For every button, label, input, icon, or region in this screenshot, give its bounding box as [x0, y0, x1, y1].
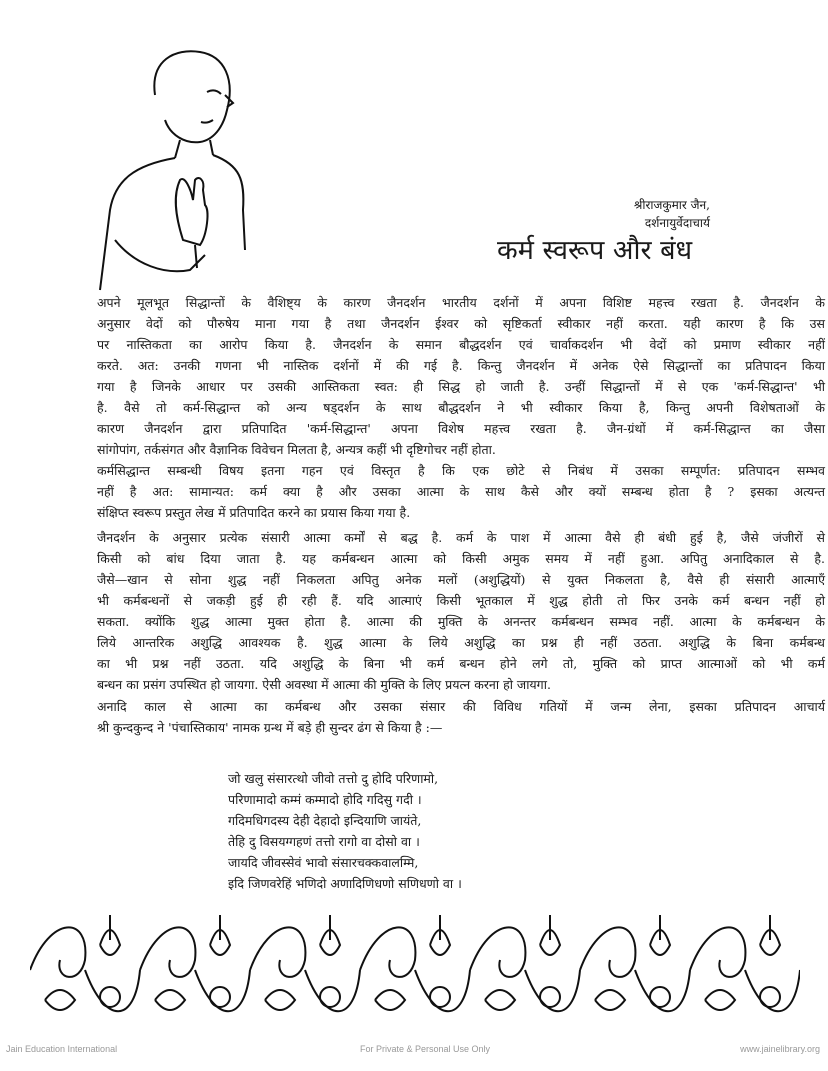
floral-motif	[705, 990, 735, 1010]
text-line: कारण जैनदर्शन द्वारा प्रतिपादित 'कर्म-सिद्धान्त' अपना विशेष महत्त्व रखता है. जैन-ग्रंथों में कर्म-सिद्धान्त का जैसा	[97, 421, 825, 436]
paragraph-1	[97, 292, 825, 460]
text-line: अनादि काल से आत्मा का कर्मबन्ध और उसका संसार की विविध गतियों में जन्म लेना, इसका प्रतिपादन आचार्य	[97, 699, 825, 714]
article-title: कर्म स्वरूप और बंध	[497, 235, 693, 266]
text-line: सकता. क्योंकि शुद्ध आत्मा मुक्त होता है. आत्मा की मुक्ति के अनन्तर कर्मबन्धन सम्भव नहीं. आत्मा के कर्मबन्धन के	[97, 614, 825, 629]
floral-border	[30, 905, 800, 1035]
floral-motif	[430, 915, 450, 955]
verse-line: तेहि दु विसयग्गहणं तत्तो रागो वा दोसो वा ।	[228, 834, 420, 849]
floral-motif	[250, 927, 305, 977]
flower-motif	[760, 987, 780, 1007]
floral-motif	[470, 927, 525, 977]
floral-motif	[305, 970, 360, 1011]
floral-motif	[760, 915, 780, 955]
floral-motif	[415, 970, 470, 1011]
footer	[0, 1044, 828, 1060]
floral-motif	[265, 990, 295, 1010]
floral-motif	[690, 927, 745, 977]
floral-motif	[210, 915, 230, 955]
floral-motif	[540, 915, 560, 955]
verse-line: जो खलु संसारत्थो जीवो तत्तो दु होदि परिणामो,	[228, 771, 439, 786]
text-line: लिये आन्तरिक अशुद्धि आवश्यक है. शुद्ध आत्मा के लिये अशुद्धि का प्रश्न ही नहीं उठता. अशुद्धि के बिना कर्मबन्ध	[97, 635, 825, 650]
flower-motif	[100, 987, 120, 1007]
text-line: बन्धन का प्रसंग उपस्थित हो जायगा. ऐसी अवस्था में आत्मा की मुक्ति के लिए प्रयत्न करना हो जायगा.	[97, 677, 551, 692]
floral-motif	[140, 927, 195, 977]
floral-motif	[375, 990, 405, 1010]
footer-right: www.jainelibrary.org	[740, 1044, 820, 1054]
text-line: करते. अत: उनकी गणना भी नास्तिक दर्शनों में की गई है. किन्तु जैनदर्शन में अनेक ऐसे सिद्धान्तों का प्रतिपादन किया	[97, 358, 825, 373]
text-line: सांगोपांग, तर्कसंगत और वैज्ञानिक विवेचन मिलता है, अन्यत्र कहीं भी दृष्टिगोचर नहीं होता.	[97, 442, 496, 457]
floral-motif	[30, 927, 85, 977]
text-line: नहीं है अत: सामान्यत: कर्म क्या है और उसका आत्मा के साथ कैसे और क्यों सम्बन्ध होता है ? इसका अत्यन्त	[97, 484, 825, 499]
paragraph-3	[97, 527, 825, 695]
footer-left: Jain Education International	[6, 1044, 118, 1054]
floral-motif	[595, 990, 625, 1010]
floral-motif	[195, 970, 250, 1011]
floral-motif	[580, 927, 635, 977]
text-line: जैनदर्शन के अनुसार प्रत्येक संसारी आत्मा कर्मों से बद्ध है. कर्म के पाश में आत्मा वैसे ही बंधी हुई है, जैसे जंजीरों से	[97, 530, 825, 545]
text-line: का भी प्रश्न नहीं उठता. यदि अशुद्धि के बिना भी कर्म बन्धन होने लगे तो, मुक्ति को प्राप्त आत्माओं को भी कर्म	[97, 656, 825, 671]
author-designation: दर्शनायुर्वेदाचार्य	[644, 216, 710, 230]
floral-motif	[155, 990, 185, 1010]
verse-line: परिणामादो कम्मं कम्मादो होदि गदिसु गदी ।	[228, 792, 422, 807]
floral-motif	[100, 915, 120, 955]
footer-center: For Private & Personal Use Only	[360, 1044, 491, 1054]
text-line: अनुसार वेदों को पौरुषेय माना गया है तथा जैनदर्शन ईश्वर को सृष्टिकर्ता स्वीकार नहीं करता. यही कारण है कि उस	[97, 316, 825, 331]
text-line: जैसे—खान से सोना शुद्ध नहीं निकलता अपितु अनेक मलों (अशुद्धियों) से युक्त निकलता है, वैसे ही संसारी आत्माएँ	[97, 572, 825, 587]
text-line: श्री कुन्दकुन्द ने 'पंचास्तिकाय' नामक ग्रन्थ में बड़े ही सुन्दर ढंग से किया है :—	[97, 720, 443, 735]
author-name: श्रीराजकुमार जैन,	[633, 198, 710, 212]
floral-motif	[525, 970, 580, 1011]
flower-motif	[430, 987, 450, 1007]
author-block	[634, 196, 710, 232]
text-line: पर नास्तिकता का आरोप किया है. जैनदर्शन के समान बौद्धदर्शन एवं चार्वाकदर्शन भी वेदों को प्रमाण स्वीकार नहीं	[97, 337, 825, 352]
verse-line: जायदि जीवस्सेवं भावो संसारचक्कवालम्मि,	[228, 855, 419, 870]
floral-motif	[745, 970, 800, 1011]
floral-motif	[650, 915, 670, 955]
text-line: गया है जिनके आधार पर उसकी आस्तिकता स्वत: ही सिद्ध हो जाती है. उन्हीं सिद्धान्तों में से एक 'कर्म-सिद्धान्त' भी	[97, 379, 825, 394]
text-line: अपने मूलभूत सिद्धान्तों के वैशिष्ट्य के कारण जैनदर्शन भारतीय दर्शनों में अपना विशिष्ट महत्त्व रखता है. जैनदर्शन के	[97, 295, 825, 310]
verse-line: गदिमधिगदस्य देही देहादो इन्दियाणि जायंते,	[228, 813, 422, 828]
monk-illustration	[95, 40, 270, 295]
verse-block	[228, 768, 462, 894]
text-line: संक्षिप्त स्वरूप प्रस्तुत लेख में प्रतिपादित करने का प्रयास किया गया है.	[97, 505, 411, 520]
floral-motif	[485, 990, 515, 1010]
text-line: भी कर्मबन्धनों से जकड़ी हुई ही रही हैं. यदि आत्माएं किसी भूतकाल में शुद्ध होती तो फिर उनके कर्म बन्धन नहीं हो	[97, 593, 825, 608]
flower-motif	[210, 987, 230, 1007]
floral-motif	[85, 970, 140, 1011]
flower-motif	[540, 987, 560, 1007]
verse-line: इदि जिणवरेहिं भणिदो अणादिणिधणो सणिधणो वा ।	[228, 876, 462, 891]
floral-motif	[45, 990, 75, 1010]
text-line: किसी को बांध दिया जाता है. यह कर्मबन्धन आत्मा को किसी अमुक समय में नहीं हुआ. अपितु अनादिकाल से है.	[97, 551, 825, 566]
paragraph-2	[97, 460, 825, 523]
floral-motif	[360, 927, 415, 977]
text-line: कर्मसिद्धान्त सम्बन्धी विषय इतना गहन एवं विस्तृत है कि एक छोटे से निबंध में उसका सम्पूर्णत: प्रतिपादन सम्भव	[97, 463, 825, 478]
floral-motif	[635, 970, 690, 1011]
floral-motif	[320, 915, 340, 955]
flower-motif	[320, 987, 340, 1007]
flower-motif	[650, 987, 670, 1007]
paragraph-4	[97, 696, 825, 738]
text-line: है. वैसे तो कर्म-सिद्धान्त को अन्य षड्दर्शन के साथ बौद्धदर्शन ने भी स्वीकार किया है, किन्तु अपनी विशेषताओं के	[97, 400, 825, 415]
